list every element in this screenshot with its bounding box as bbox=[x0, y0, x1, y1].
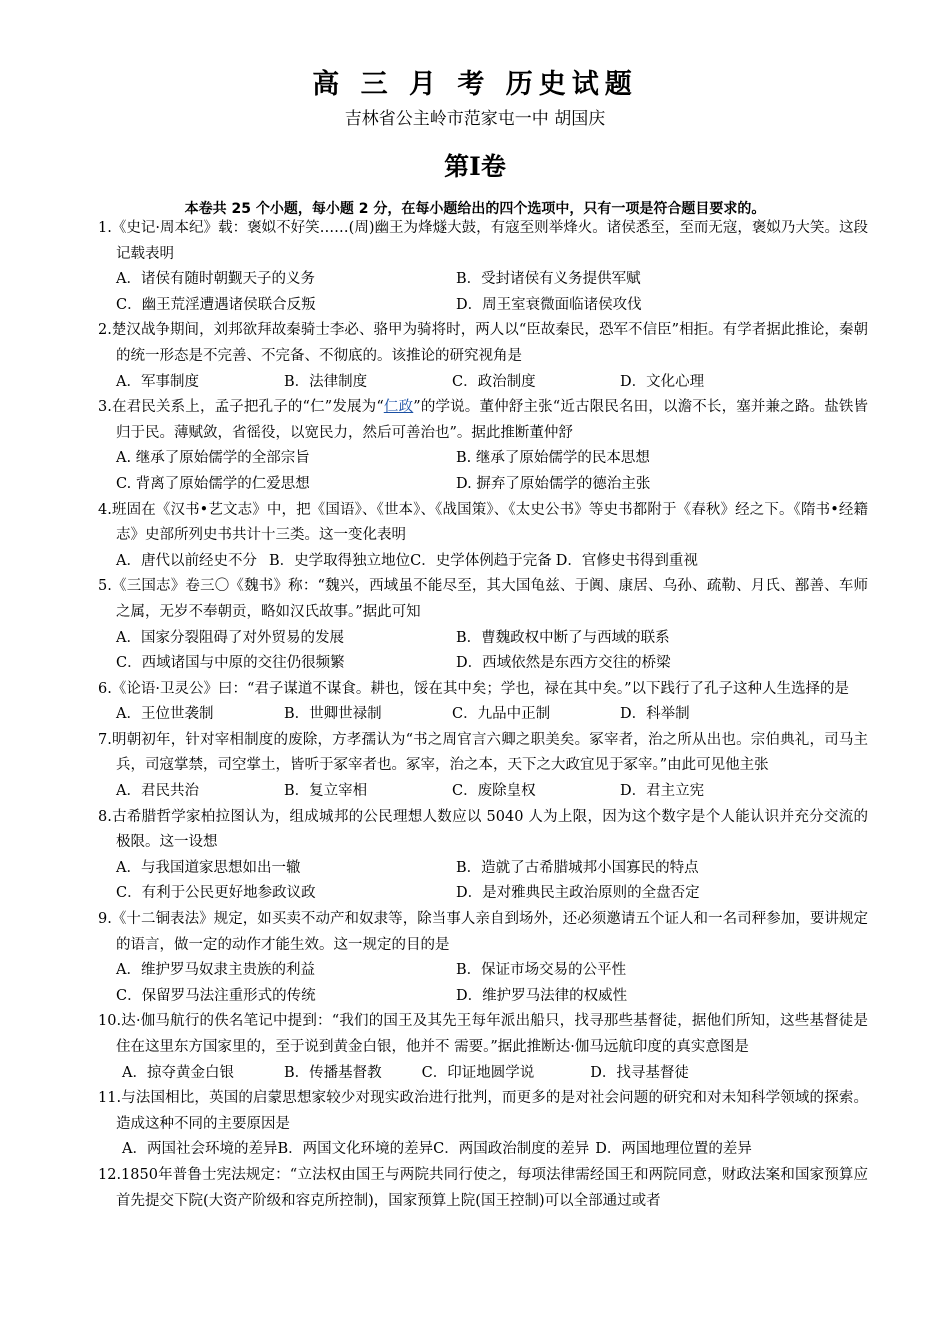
question-7 bbox=[98, 728, 868, 805]
stem-text-start: 3.在君民关系上，孟子把孔子的“仁”发展为“ bbox=[98, 399, 384, 416]
option-d: D．科举制 bbox=[620, 706, 690, 723]
option-b: B．复立宰相 bbox=[284, 783, 368, 800]
options bbox=[98, 626, 868, 677]
options bbox=[98, 1137, 868, 1163]
option-a: A. 继承了原始儒学的全部宗旨 bbox=[116, 450, 310, 467]
option-a: A．国家分裂阻碍了对外贸易的发展 bbox=[116, 629, 344, 646]
question-2 bbox=[98, 318, 868, 395]
option-b: B．两国文化环境的差异 bbox=[277, 1141, 434, 1158]
option-d: D．是对雅典民主政治原则的全盘否定 bbox=[456, 885, 700, 902]
options bbox=[98, 958, 868, 1009]
option-a: A．王位世袭制 bbox=[116, 706, 214, 723]
question-stem: 4.班固在《汉书•艺文志》中，把《国语》、《世本》、《战国策》、《太史公书》等史书都附于《春秋》经之下。《隋书•经籍志》史部所列史书共计十三类。这一变化表明 bbox=[98, 501, 868, 544]
question-4 bbox=[98, 498, 868, 575]
author-line: 吉林省公主岭市范家屯一中 胡国庆 bbox=[344, 109, 606, 129]
option-c: C．幽王荒淫遭遇诸侯联合反叛 bbox=[116, 296, 316, 313]
option-a: A．两国社会环境的差异 bbox=[122, 1141, 278, 1158]
question-1 bbox=[98, 216, 868, 318]
option-b: B．史学取得独立地位 bbox=[268, 552, 411, 569]
question-10 bbox=[98, 1009, 868, 1086]
option-d: D．维护罗马法律的权威性 bbox=[456, 987, 628, 1004]
option-b: B．曹魏政权中断了与西域的联系 bbox=[456, 629, 670, 646]
question-stem bbox=[98, 395, 868, 446]
question-stem: 8.古希腊哲学家柏拉图认为，组成城邦的公民理想人数应以 5040 人为上限，因为这个数字是个人能认识并充分交流的极限。这一设想 bbox=[98, 808, 868, 851]
question-list bbox=[98, 216, 868, 1214]
question-stem: 7.明朝初年，针对宰相制度的废除，方孝孺认为“书之周官言六卿之职美矣。冢宰者，治之所从出也。宗伯典礼，司马主兵，司寇掌禁，司空掌土，皆听于冢宰者也。冢宰，治之本，天下之大政宜见于冢宰。”由此可见他主张 bbox=[98, 731, 868, 774]
option-a: A．与我国道家思想如出一辙 bbox=[116, 859, 301, 876]
option-b: B．传播基督教 bbox=[283, 1064, 382, 1081]
option-c: C．保留罗马法注重形式的传统 bbox=[116, 987, 316, 1004]
option-b: B．世卿世禄制 bbox=[284, 706, 382, 723]
volume-heading: 第Ⅰ卷 bbox=[444, 152, 506, 181]
option-d: D．西域依然是东西方交往的桥梁 bbox=[456, 655, 671, 672]
option-c: C．有利于公民更好地参政议政 bbox=[116, 885, 316, 902]
options bbox=[98, 1061, 868, 1087]
option-b: B．受封诸侯有义务提供军赋 bbox=[456, 271, 641, 288]
option-b: B．造就了古希腊城邦小国寡民的特点 bbox=[456, 859, 699, 876]
option-b: B．保证市场交易的公平性 bbox=[456, 962, 627, 979]
options bbox=[98, 856, 868, 907]
option-d: D．官修史书得到重视 bbox=[555, 552, 698, 569]
options bbox=[98, 370, 868, 396]
renzheng-link[interactable]: 仁政 bbox=[383, 399, 414, 416]
option-d: D．找寻基督徒 bbox=[590, 1064, 689, 1081]
option-c: C．九品中正制 bbox=[452, 706, 551, 723]
instructions: 本卷共 25 个小题，每小题 2 分，在每小题给出的四个选项中，只有一项是符合题目要求的。 bbox=[184, 201, 766, 217]
question-11 bbox=[98, 1086, 868, 1163]
option-c: C．政治制度 bbox=[452, 373, 536, 390]
options bbox=[98, 702, 868, 728]
option-d: D．两国地理位置的差异 bbox=[595, 1141, 752, 1158]
stem-text-end: ”的学说。董仲舒主张“近古限民名田，以澹不长，塞并兼之路。盐铁皆归于民。薄赋敛，省徭役，以宽民力，然后可善治也”。据此推断董仲舒 bbox=[116, 399, 869, 441]
question-6 bbox=[98, 677, 868, 728]
question-5 bbox=[98, 574, 868, 676]
option-c: C．废除皇权 bbox=[452, 783, 536, 800]
question-stem: 9.《十二铜表法》规定，如买卖不动产和奴隶等，除当事人亲自到场外，还必须邀请五个证人和一名司秤参加，要讲规定的语言，做一定的动作才能生效。这一规定的目的是 bbox=[98, 911, 868, 953]
options bbox=[98, 549, 868, 575]
option-c: C．印证地圆学说 bbox=[421, 1064, 535, 1081]
option-d: D．君主立宪 bbox=[620, 783, 705, 800]
option-b: B．法律制度 bbox=[284, 373, 368, 390]
question-stem: 6.《论语·卫灵公》曰：“君子谋道不谋食。耕也，馁在其中矣；学也，禄在其中矣。”以下践行了孔子这种人生选择的是 bbox=[98, 680, 850, 697]
option-c: C．史学体例趋于完备 bbox=[410, 552, 552, 569]
question-stem: 10.达·伽马航行的佚名笔记中提到：“我们的国王及其先王每年派出船只，找寻那些基督徒，据他们所知，这些基督徒是住在这里东方国家里的，至于说到黄金白银，他并不 需要。”据此推断达·伽马远航印度的真实意图是 bbox=[98, 1013, 868, 1055]
options bbox=[98, 446, 868, 497]
question-stem: 12.1850年普鲁士宪法规定：“立法权由国王与两院共同行使之，每项法律需经国王和两院同意，财政法案和国家预算应首先提交下院(大资产阶级和容克所控制)，国家预算上院(国王控制)可以全部通过或者 bbox=[98, 1166, 868, 1209]
option-b: B. 继承了原始儒学的民本思想 bbox=[456, 450, 650, 467]
option-c: C．西域诸国与中原的交往仍很频繁 bbox=[116, 655, 345, 672]
option-a: A．诸侯有随时朝觐天子的义务 bbox=[116, 271, 315, 288]
question-12 bbox=[98, 1163, 868, 1214]
option-d: D. 摒弃了原始儒学的德治主张 bbox=[456, 475, 651, 492]
question-stem: 11.与法国相比，英国的启蒙思想家较少对现实政治进行批判，而更多的是对社会问题的研究和对未知科学领域的探索。造成这种不同的主要原因是 bbox=[98, 1090, 868, 1132]
question-stem: 1.《史记·周本纪》载：褒姒不好笑……(周)幽王为烽燧大鼓，有寇至则举烽火。诸侯悉至，至而无寇，褒姒乃大笑。这段记载表明 bbox=[98, 220, 868, 262]
question-3 bbox=[98, 395, 868, 497]
option-a: A．君民共治 bbox=[116, 783, 199, 800]
options bbox=[98, 779, 868, 805]
question-8 bbox=[98, 805, 868, 907]
option-a: A．掠夺黄金白银 bbox=[122, 1064, 234, 1081]
option-c: C．两国政治制度的差异 bbox=[433, 1141, 590, 1158]
option-c: C. 背离了原始儒学的仁爱思想 bbox=[116, 475, 310, 492]
option-a: A．军事制度 bbox=[116, 373, 199, 390]
option-a: A．唐代以前经史不分 bbox=[116, 552, 257, 569]
question-stem: 2.楚汉战争期间，刘邦欲拜故秦骑士李必、骆甲为骑将时，两人以“臣故秦民，恐军不信臣”相拒。有学者据此推论，秦朝的统一形态是不完善、不完备、不彻底的。该推论的研究视角是 bbox=[98, 322, 868, 364]
option-d: D．文化心理 bbox=[620, 373, 705, 390]
exam-title: 高 三 月 考 历史试题 bbox=[312, 69, 638, 100]
question-9 bbox=[98, 907, 868, 1009]
option-a: A．维护罗马奴隶主贵族的利益 bbox=[116, 962, 315, 979]
question-stem: 5.《三国志》卷三〇《魏书》称：“魏兴，西域虽不能尽至，其大国龟兹、于阗、康居、乌孙、疏勒、月氏、鄯善、车师之属，无岁不奉朝贡，略如汉氏故事。”据此可知 bbox=[98, 578, 868, 620]
options bbox=[98, 267, 868, 318]
option-d: D．周王室衰微面临诸侯攻伐 bbox=[456, 296, 642, 313]
